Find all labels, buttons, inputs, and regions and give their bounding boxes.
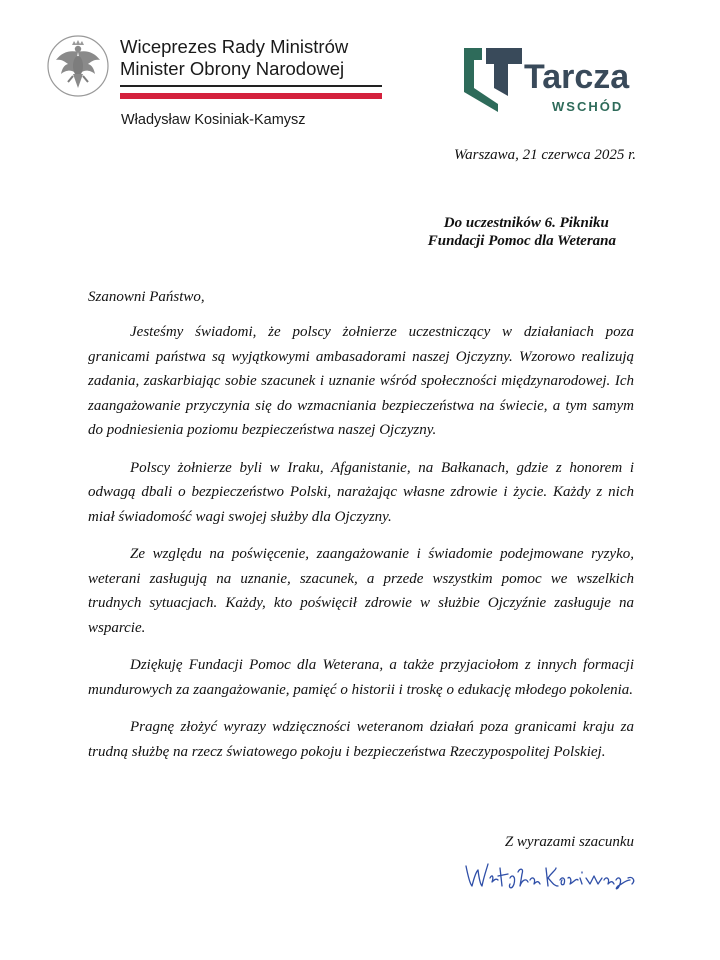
addressee-line1: Do uczestników 6. Pikniku [443,215,609,231]
header-divider [120,85,382,87]
closing: Z wyrazami szacunku [504,834,634,850]
addressee [428,214,616,250]
minister-name: Władysław Kosiniak-Kamysz [121,112,306,128]
office-title-line1: Wiceprezes Rady Ministrów [120,36,349,57]
paragraph: Ze względu na poświęcenie, zaangażowanie i świadomie podejmowane ryzyko, weterani zasługują na uznanie, szacunek, a przede wszystkim pomoc we wszelkich trudnych sytuacjach. Każdy, kto poświęcił zdrowie w służbie Ojczyźnie zasługuje na wsparcie. [88,546,634,636]
logo-name: Tarcza [524,58,630,96]
paragraph: Dziękuję Fundacji Pomoc dla Weterana, a także przyjaciołom z innych formacji mundurowych za zaangażowanie, pamięć o historii i troskę o edukację młodego pokolenia. [88,657,634,698]
polish-eagle-emblem-icon [46,34,110,98]
logo-subtitle: WSCHÓD [552,99,624,114]
header-accent-bar [120,93,382,99]
paragraph: Polscy żołnierze byli w Iraku, Afganistanie, na Bałkanach, gdzie z honorem i odwagą dbali o bezpieczeństwo Polski, narażając własne zdrowie i życie. Każdy z nich miał świadomość wagi swojej służby dla Ojczyzny. [88,459,634,525]
tarcza-wschod-logo-icon [462,44,632,116]
addressee-line2: Fundacji Pomoc dla Weterana [427,233,616,249]
office-title-line2: Minister Obrony Narodowej [120,58,345,79]
paragraph: Jesteśmy świadomi, że polscy żołnierze uczestniczący w działaniach poza granicami państwa są wyjątkowymi ambasadorami naszej Ojczyzny. Wzorowo realizują zadania, zaskarbiając sobie szacunek i uznanie wśród społeczności międzynarodowej. Ich zaangażowanie przyczynia się do wzmacniania bezpieczeństwa na świecie, a tym samym do podniesienia poziomu bezpieczeństwa naszej Ojczyzny. [88,324,634,438]
paragraph: Pragnę złożyć wyrazy wdzięczności weteranom działań poza granicami kraju za trudną służbę na rzecz światowego pokoju i bezpieczeństwa Rzeczypospolitej Polskiej. [88,719,634,760]
salutation: Szanowni Państwo, [88,289,205,305]
office-title [120,36,348,80]
letter-date: Warszawa, 21 czerwca 2025 r. [454,147,636,163]
letter-body [88,320,634,777]
handwritten-signature [462,858,640,892]
